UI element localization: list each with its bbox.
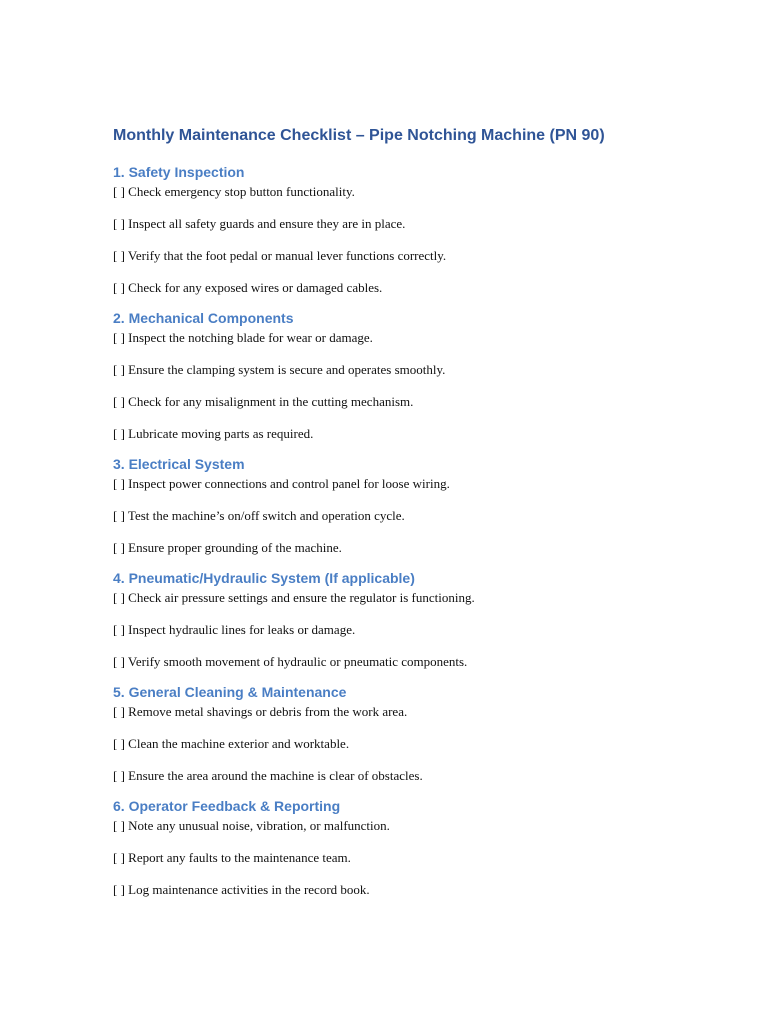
checklist-item: [ ] Log maintenance activities in the record book. bbox=[113, 882, 370, 897]
checklist-item: [ ] Clean the machine exterior and worktable. bbox=[113, 736, 350, 751]
section-safety-inspection bbox=[113, 162, 733, 298]
section-heading: 2. Mechanical Components bbox=[113, 310, 294, 326]
checklist-item: [ ] Check for any misalignment in the cutting mechanism. bbox=[113, 394, 414, 409]
checklist-item: [ ] Inspect the notching blade for wear or damage. bbox=[113, 330, 373, 345]
checklist-item: [ ] Check emergency stop button functionality. bbox=[113, 184, 355, 199]
section-heading: 3. Electrical System bbox=[113, 456, 245, 472]
checklist-item: [ ] Check for any exposed wires or damaged cables. bbox=[113, 280, 383, 295]
section-electrical-system bbox=[113, 454, 733, 558]
section-operator-feedback-reporting bbox=[113, 796, 733, 900]
section-heading: 5. General Cleaning & Maintenance bbox=[113, 684, 347, 700]
checklist-item: [ ] Lubricate moving parts as required. bbox=[113, 426, 314, 441]
document-title: Monthly Maintenance Checklist – Pipe Notching Machine (PN 90) bbox=[113, 127, 605, 144]
checklist-item: [ ] Ensure the area around the machine is clear of obstacles. bbox=[113, 768, 423, 783]
checklist-item: [ ] Report any faults to the maintenance team. bbox=[113, 850, 351, 865]
checklist-item: [ ] Ensure proper grounding of the machine. bbox=[113, 540, 342, 555]
checklist-item: [ ] Test the machine’s on/off switch and operation cycle. bbox=[113, 508, 405, 523]
checklist-item: [ ] Verify smooth movement of hydraulic or pneumatic components. bbox=[113, 654, 468, 669]
section-mechanical-components bbox=[113, 308, 733, 444]
checklist-item: [ ] Inspect hydraulic lines for leaks or damage. bbox=[113, 622, 356, 637]
checklist-item: [ ] Remove metal shavings or debris from the work area. bbox=[113, 704, 408, 719]
section-heading: 1. Safety Inspection bbox=[113, 164, 245, 180]
section-heading: 6. Operator Feedback & Reporting bbox=[113, 798, 341, 814]
checklist-item: [ ] Ensure the clamping system is secure and operates smoothly. bbox=[113, 362, 446, 377]
checklist-item: [ ] Check air pressure settings and ensure the regulator is functioning. bbox=[113, 590, 475, 605]
document-page bbox=[113, 124, 733, 900]
checklist-item: [ ] Note any unusual noise, vibration, or malfunction. bbox=[113, 818, 390, 833]
checklist-item: [ ] Inspect power connections and control panel for loose wiring. bbox=[113, 476, 450, 491]
section-general-cleaning-maintenance bbox=[113, 682, 733, 786]
section-pneumatic-hydraulic-system bbox=[113, 568, 733, 672]
section-heading: 4. Pneumatic/Hydraulic System (If applicable) bbox=[113, 570, 415, 586]
checklist-item: [ ] Inspect all safety guards and ensure they are in place. bbox=[113, 216, 406, 231]
checklist-item: [ ] Verify that the foot pedal or manual lever functions correctly. bbox=[113, 248, 447, 263]
